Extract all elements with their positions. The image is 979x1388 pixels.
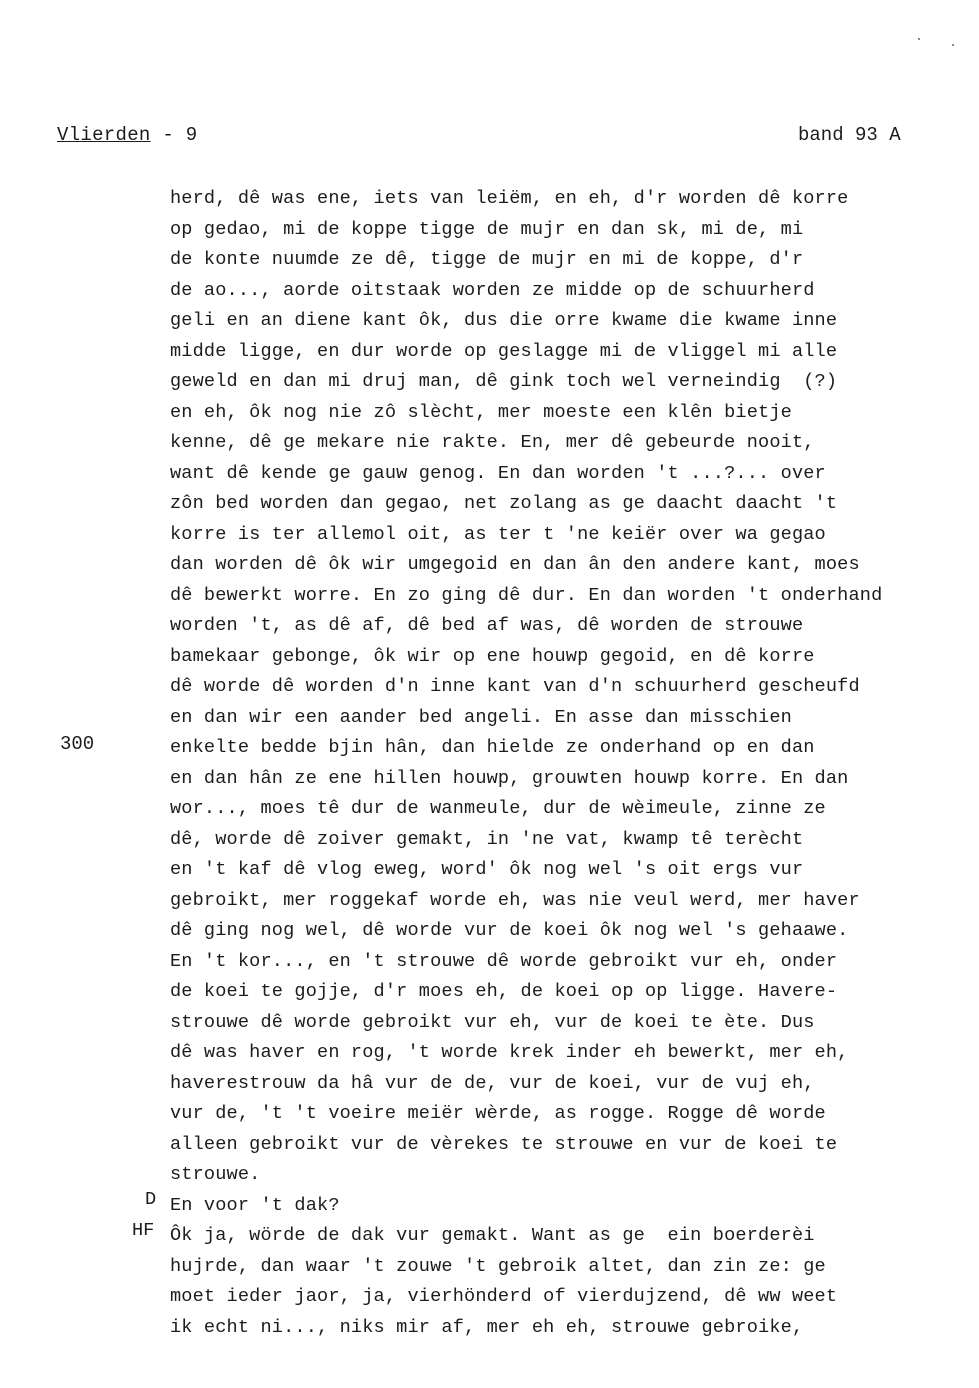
transcript-line: dê worde dê worden d'n inne kant van d'n schuurherd gescheufd	[170, 676, 860, 697]
transcript-line: zôn bed worden dan gegao, net zolang as ge daacht daacht 't	[170, 493, 838, 514]
transcript-line: de koei te gojje, d'r moes eh, de koei op op ligge. Havere-	[170, 981, 838, 1002]
transcript-line: want dê kende ge gauw genog. En dan worden 't ...?... over	[170, 462, 826, 484]
transcript-line: de ao..., aorde oitstaak worden ze midde op de schuurherd	[170, 279, 815, 301]
transcript-line: en dan wir een aander bed angeli. En asse dan misschien	[170, 706, 792, 728]
header-separator: -	[150, 124, 186, 146]
transcript-line: bamekaar gebonge, ôk wir op ene houwp gegoid, en dê korre	[170, 645, 815, 667]
tape-reference: band 93 A	[798, 124, 901, 146]
transcript-line: strouwe.	[170, 1164, 261, 1185]
transcript-line: korre is ter allemol oit, as ter t 'ne keiër over wa gegao	[170, 523, 826, 545]
transcript-line: moet ieder jaor, ja, vierhönderd of vierdujzend, dê ww weet	[170, 1286, 838, 1307]
paper-speck	[918, 38, 920, 40]
transcript-line: worden 't, as dê af, dê bed af was, dê worden de strouwe	[170, 615, 804, 636]
transcript-line: kenne, dê ge mekare nie rakte. En, mer dê gebeurde nooit,	[170, 432, 815, 453]
transcript-line: en eh, ôk nog nie zô slècht, mer moeste een klên bietje	[170, 401, 792, 423]
paper-speck	[952, 44, 954, 46]
transcript-line: midde ligge, en dur worde op geslagge mi de vliggel mi alle	[170, 340, 838, 362]
transcript-line: strouwe dê worde gebroikt vur eh, vur de koei te ète. Dus	[170, 1011, 815, 1033]
speaker-label-hf: HF	[132, 1220, 155, 1241]
transcript-line: herd, dê was ene, iets van leiëm, en eh, d'r worden dê korre	[170, 188, 849, 209]
transcript-line: de konte nuumde ze dê, tigge de mujr en mi de koppe, d'r	[170, 249, 804, 270]
page-number: 9	[185, 124, 198, 146]
transcript-line: en dan hân ze ene hillen houwp, grouwten houwp korre. En dan	[170, 767, 849, 789]
transcript-line: geweld en dan mi druj man, dê gink toch wel verneindig (?)	[170, 371, 838, 392]
transcript-line: dê, worde dê zoiver gemakt, in 'ne vat, kwamp tê terècht	[170, 828, 804, 850]
transcript-body	[170, 184, 970, 1343]
page-header-left	[57, 124, 197, 146]
place-name: Vlierden	[57, 124, 151, 146]
transcript-line: dê was haver en rog, 't worde krek inder eh bewerkt, mer eh,	[170, 1042, 849, 1063]
transcript-line: dan worden dê ôk wir umgegoid en dan ân den andere kant, moes	[170, 554, 860, 575]
transcript-line: En 't kor..., en 't strouwe dê worde gebroikt vur eh, onder	[170, 950, 838, 972]
transcript-line: alleen gebroikt vur de vèrekes te strouwe en vur de koei te	[170, 1133, 838, 1155]
speaker-label-d: D	[145, 1189, 157, 1210]
transcript-line: En voor 't dak?	[170, 1194, 340, 1216]
transcript-line: dê bewerkt worre. En zo ging dê dur. En dan worden 't onderhand	[170, 584, 883, 606]
transcript-line: Ôk ja, wörde de dak vur gemakt. Want as ge ein boerderèi	[170, 1225, 815, 1246]
transcript-line: ik echt ni..., niks mir af, mer eh eh, strouwe gebroike,	[170, 1316, 804, 1338]
transcript-line: vur de, 't 't voeire meiër wèrde, as rogge. Rogge dê worde	[170, 1103, 826, 1124]
transcript-line: dê ging nog wel, dê worde vur de koei ôk nog wel 's gehaawe.	[170, 920, 849, 941]
transcript-line: en 't kaf dê vlog eweg, word' ôk nog wel 's oit ergs vur	[170, 859, 804, 880]
transcript-line: geli en an diene kant ôk, dus die orre kwame die kwame inne	[170, 310, 838, 331]
transcript-line: op gedao, mi de koppe tigge de mujr en dan sk, mi de, mi	[170, 218, 804, 240]
transcript-line: wor..., moes tê dur de wanmeule, dur de wèimeule, zinne ze	[170, 798, 826, 819]
margin-line-number: 300	[60, 733, 95, 755]
transcript-line: hujrde, dan waar 't zouwe 't gebroik altet, dan zin ze: ge	[170, 1255, 826, 1277]
transcript-line: gebroikt, mer roggekaf worde eh, was nie veul werd, mer haver	[170, 889, 860, 911]
transcript-line: enkelte bedde bjin hân, dan hielde ze onderhand op en dan	[170, 737, 815, 758]
transcript-line: haverestrouw da hâ vur de de, vur de koei, vur de vuj eh,	[170, 1072, 815, 1094]
